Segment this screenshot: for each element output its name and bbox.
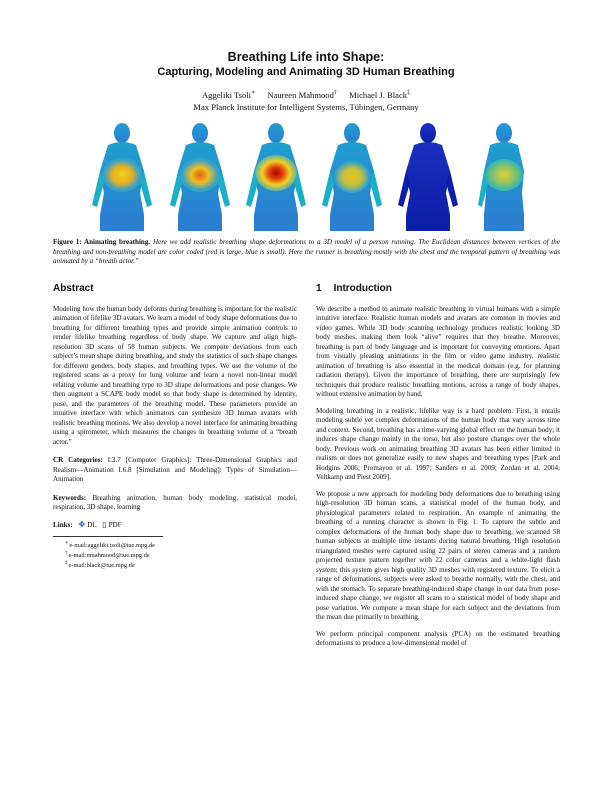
keywords-text: Breathing animation, human body modeling, statistical model, respiration, 3D shape, learning xyxy=(53,493,297,511)
keywords xyxy=(53,494,297,513)
keywords-label: Keywords: xyxy=(53,493,87,502)
body-figure-1 xyxy=(92,123,152,231)
body-figure-3 xyxy=(246,123,306,231)
intro-paragraph: Modeling breathing in a realistic, lifelike way is a hard problem. First, it entails modeling subtle yet complex deformations of the human body that vary across time and context. Second, breathing has a time-varying global effect on the human body; it induces shape change mainly in the torso, but also posture changes over the whole body. Previous work on animating breathing 3D avatars has been either limited in realism or does not generalize easily to new shapes and breathing types [Park and Hodgins 2006; Promayon et al. 1997; Sanders et al. 2009; Zordan et al. 2004; Veltkamp and Piest 2009]. xyxy=(316,406,560,481)
body-figure-5 xyxy=(398,123,458,231)
links-row xyxy=(53,520,297,531)
intro-paragraph: We describe a method to animate realistic breathing in virtual humans with a simple intuitive interface. Realistic human models and avatars are common in movies and video games. While 3D body scanning technology produces realistic looking 3D body meshes, making them look “alive” requires that they breathe. Moreover, breathing is part of body language and is important for conveying emotions. Apart from visually pleasing animations in the film or video game industry, realistic animation of breathing is also essential in the medical domain (e.g. for planning radiation therapy). Given the importance of breathing, there are surprisingly few techniques that produce realistic breathing motions, across a range of body shapes, without extensive animation by hand. xyxy=(316,304,560,398)
pdf-link[interactable]: ▯ PDF xyxy=(102,519,122,529)
footnote: ‡e-mail:black@tue.mpg.de xyxy=(65,561,135,570)
breathing-heatmap-figures xyxy=(86,123,526,231)
pdf-icon: ▯ xyxy=(102,519,107,529)
caption-text: Here we add realistic breathing shape deformations to a 3D model of a person running. The Euclidean distances between vertices of the breathing and non-breathing model are color coded (red is large, blue is small). Here the runner is breathing mostly with the chest and the temporal pattern of breathing was animated by a “breath actor.” xyxy=(53,238,560,266)
paper-subtitle: Capturing, Modeling and Animating 3D Human Breathing xyxy=(157,66,455,78)
links-label: Links: xyxy=(53,520,73,529)
cr-label: CR Categories: xyxy=(53,456,103,464)
author: Naureen Mahmood† xyxy=(267,89,337,100)
teaser-figure xyxy=(86,123,526,231)
abstract-text: Modeling how the human body deforms during breathing is important for the realistic animation of lifelike 3D avatars. We learn a model of body shape deformations due to breathing for different breathing types and provide simple animation controls to render lifelike breathing regardless of body shape. We capture and align high-resolution 3D scans of 58 human subjects. We compute deviations from each subject’s mean shape during breathing, and study the statistics of such shape changes for different genders, body shapes, and breathing types. We use the volume of the registered scans as a proxy for lung volume and learn a novel non-linear model relating volume and breathing type to 3D shape deformations and pose changes. We then augment a SCAPE body model so that body shape is determined by identity, pose, and the parameters of the breathing model. These parameters provide an intuitive interface with which animators can synthesize 3D human avatars with realistic breathing motions. We also develop a novel interface for animating breathing using a spirometer, which measures the changes in breathing volume of a “breath actor.” xyxy=(53,304,297,446)
footnote: †e-mail:nmahmood@tue.mpg.de xyxy=(65,551,150,560)
footnote: ∗e-mail:aggeliki.tsoli@tue.mpg.de xyxy=(65,541,155,550)
footnotes xyxy=(53,536,163,571)
cr-categories xyxy=(53,456,297,485)
author: Michael J. Black‡ xyxy=(349,89,411,100)
body-figure-4 xyxy=(322,123,382,231)
body-figure-2 xyxy=(170,123,230,231)
body-figure-6 xyxy=(478,123,524,231)
author-list xyxy=(0,89,612,100)
acm-dl-icon: ✥ xyxy=(78,519,86,529)
intro-paragraph: We perform principal component analysis (PCA) on the estimated breathing deformations to produce a low-dimensional model of xyxy=(316,629,560,647)
intro-paragraph: We propose a new approach for modeling body deformations due to breathing using high-resolution 3D human scans, a statistical model of the human body, and physiological parameters related to respiration. An example of animating the breathing of a running character is shown in Fig. 1. To capture the subtle and complex deformations of the human body shape due to breathing, we scanned 58 human subjects at multiple time instants during natural breathing. High resolution triangulated meshes were captured using 22 pairs of stereo cameras and a random projected texture pattern together with 22 color cameras and a white-light flash system; this system gives high quality 3D meshes with registered texture. To elicit a range of deformations, subjects were asked to breathe normally, with the chest, and with the stomach. To separate breathing-induced shape change in our data from pose-induced shape change, we register all scans to a statistical model of body shape and pose variation. We compute a mean shape for each subject and the deviations from the mean due primarily to breathing. xyxy=(316,489,560,621)
author: Aggeliki Tsoli∗ xyxy=(201,89,256,100)
left-column xyxy=(53,284,297,571)
paper-title: Breathing Life into Shape: xyxy=(227,50,385,64)
affiliation: Max Planck Institute for Intelligent Systems, Tübingen, Germany xyxy=(193,102,419,112)
figure-caption xyxy=(53,238,560,267)
cr-text: I.3.7 [Computer Graphics]: Three-Dimensional Graphics and Realism—Animation I.6.8 [Simulation and Modeling]: Types of Simulation—Animation xyxy=(53,456,297,483)
abstract-heading: Abstract xyxy=(53,283,94,294)
caption-label: Figure 1: Animating breathing. xyxy=(53,238,151,246)
dl-link[interactable]: ✥ DL xyxy=(78,519,97,529)
right-column xyxy=(316,284,560,656)
intro-heading: 1 Introduction xyxy=(316,283,392,294)
